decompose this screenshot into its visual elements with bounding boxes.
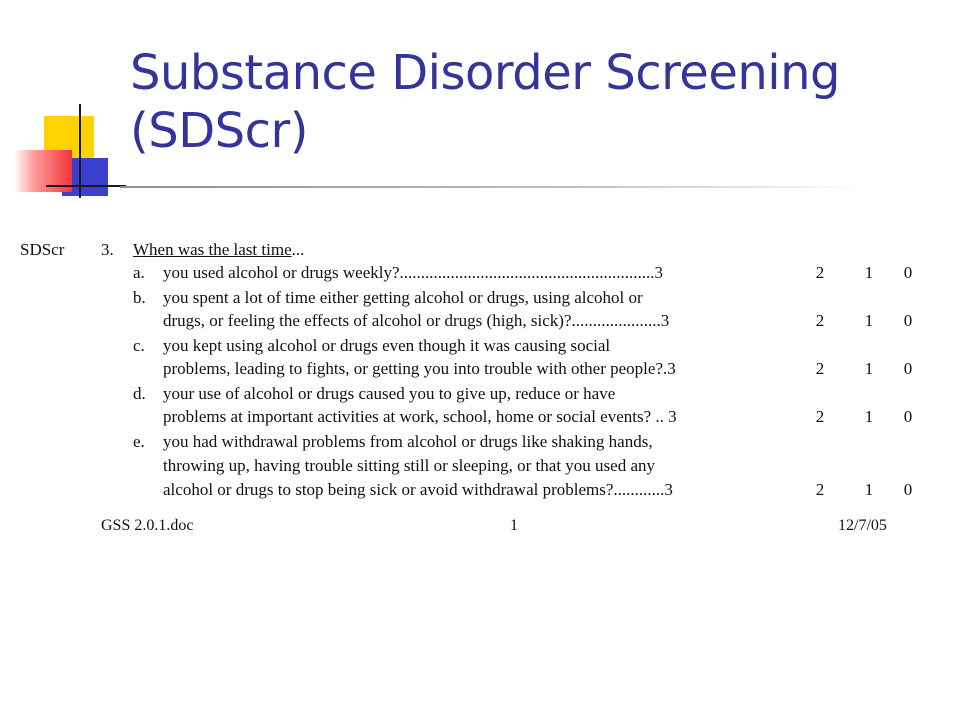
section-code: SDScr <box>20 240 65 259</box>
item-text-line <box>163 480 673 500</box>
item-letter: d. <box>133 384 146 403</box>
item-leader: .3 <box>663 359 676 378</box>
item-letter: e. <box>133 432 145 451</box>
score: 2 <box>815 311 825 330</box>
item-text: problems at important activities at work, school, home or social events? <box>163 407 652 426</box>
score: 0 <box>903 407 913 426</box>
score: 0 <box>903 359 913 378</box>
score: 1 <box>864 407 874 426</box>
score: 2 <box>815 359 825 378</box>
item-leader: ............................................................3 <box>399 263 664 282</box>
footer-filename: GSS 2.0.1.doc <box>101 517 194 534</box>
item-text-line <box>163 311 669 331</box>
slide-title-line-1: Substance Disorder Screening <box>130 45 841 101</box>
score: 2 <box>815 480 825 499</box>
item-text: drugs, or feeling the effects of alcohol or drugs (high, sick)? <box>163 311 572 330</box>
item-text: you used alcohol or drugs weekly? <box>163 263 400 282</box>
score: 1 <box>864 263 874 282</box>
item-text-line <box>163 407 677 427</box>
item-text: problems, leading to fights, or getting you into trouble with other people? <box>163 359 663 378</box>
footer-date: 12/7/05 <box>838 517 887 534</box>
score: 1 <box>864 480 874 499</box>
score: 0 <box>903 311 913 330</box>
score: 2 <box>815 407 825 426</box>
score: 0 <box>903 263 913 282</box>
question-number: 3. <box>101 240 114 259</box>
item-letter: b. <box>133 288 146 307</box>
item-text: throwing up, having trouble sitting still or sleeping, or that you used any <box>163 456 655 475</box>
item-text: you kept using alcohol or drugs even though it was causing social <box>163 336 611 355</box>
score: 1 <box>864 359 874 378</box>
score: 2 <box>815 263 825 282</box>
item-leader: .. 3 <box>651 407 677 426</box>
item-letter: c. <box>133 336 145 355</box>
item-text: you had withdrawal problems from alcohol or drugs like shaking hands, <box>163 432 653 451</box>
item-letter: a. <box>133 263 145 282</box>
item-leader: ............3 <box>613 480 673 499</box>
item-text-line <box>163 263 663 283</box>
footer-page-number: 1 <box>510 517 518 534</box>
score: 1 <box>864 311 874 330</box>
question-stem-text: When was the last time <box>133 240 292 259</box>
item-text: alcohol or drugs to stop being sick or avoid withdrawal problems? <box>163 480 614 499</box>
question-stem-suffix: ... <box>291 240 305 259</box>
question-stem <box>133 240 304 260</box>
item-text: you spent a lot of time either getting alcohol or drugs, using alcohol or <box>163 288 643 307</box>
item-leader: .....................3 <box>571 311 670 330</box>
item-text: your use of alcohol or drugs caused you to give up, reduce or have <box>163 384 616 403</box>
item-text-line <box>163 359 676 379</box>
score: 0 <box>903 480 913 499</box>
slide-title-line-2: (SDScr) <box>130 103 308 159</box>
